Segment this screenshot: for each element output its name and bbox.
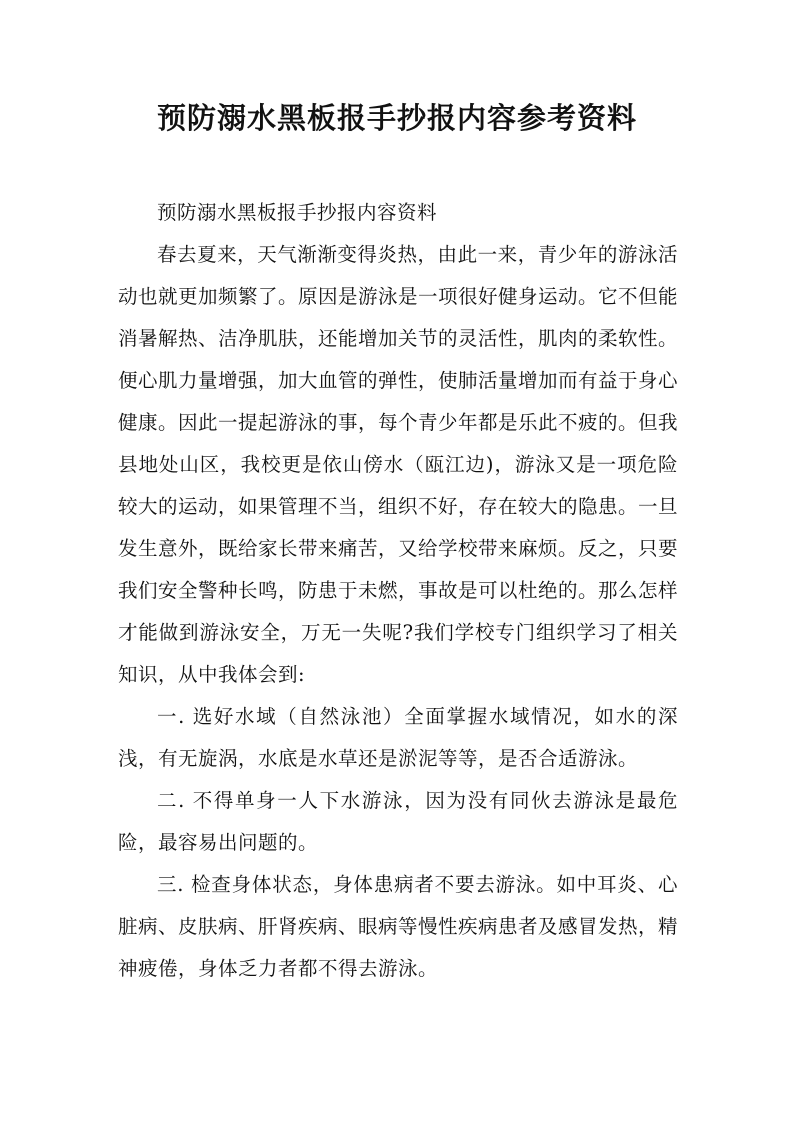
document-title: 预防溺水黑板报手抄报内容参考资料 [156, 101, 637, 135]
point-two-paragraph: 二. 不得单身一人下水游泳，因为没有同伙去游泳是最危险，最容易出问题的。 [118, 789, 678, 854]
document-body [118, 192, 678, 990]
intro-paragraph: 春去夏来，天气渐渐变得炎热，由此一来，青少年的游泳活动也就更加频繁了。原因是游泳是一项很好健身运动。它不但能消暑解热、洁净肌肤，还能增加关节的灵活性，肌肉的柔软性。便心肌力量增强，加大血管的弹性，使肺活量增加而有益于身心健康。因此一提起游泳的事，每个青少年都是乐此不疲的。但我县地处山区，我校更是依山傍水（瓯江边)，游泳又是一项危险较大的运动，如果管理不当，组织不好，存在较大的隐患。一旦发生意外，既给家长带来痛苦，又给学校带来麻烦。反之，只要我们安全警种长鸣，防患于未燃，事故是可以杜绝的。那么怎样才能做到游泳安全，万无一失呢?我们学校专门组织学习了相关知识，从中我体会到: [118, 243, 679, 686]
point-one-paragraph: 一. 选好水域（自然泳池）全面掌握水域情况，如水的深浅，有无旋涡，水底是水草还是淤泥等等，是否合适游泳。 [118, 705, 678, 770]
subtitle-paragraph: 预防溺水黑板报手抄报内容资料 [157, 201, 438, 224]
point-three-paragraph: 三. 检查身体状态，身体患病者不要去游泳。如中耳炎、心脏病、皮肤病、肝肾疾病、眼病等慢性疾病患者及感冒发热，精神疲倦，身体乏力者都不得去游泳。 [118, 873, 679, 980]
